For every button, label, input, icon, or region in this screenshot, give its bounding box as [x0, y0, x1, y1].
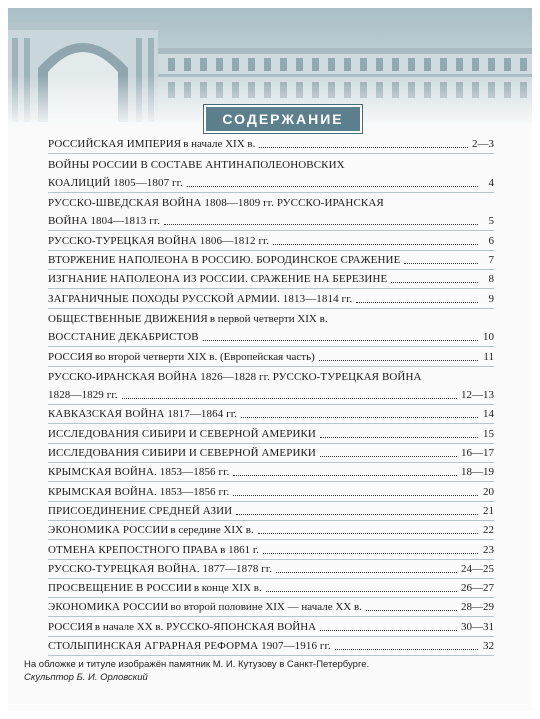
- toc-page-number: 11: [483, 350, 494, 363]
- toc-entry[interactable]: [48, 212, 494, 231]
- toc-entry[interactable]: [48, 367, 494, 386]
- toc-entry[interactable]: [48, 579, 494, 598]
- dot-leader: [122, 398, 457, 399]
- toc-entry-subtitle: в первой четверти XIX в.: [209, 312, 328, 325]
- toc-entry[interactable]: [48, 328, 494, 347]
- toc-entry[interactable]: [48, 231, 494, 250]
- toc-page-number: 22: [483, 524, 494, 537]
- dot-leader: [319, 360, 478, 361]
- dot-leader: [320, 437, 478, 438]
- toc-page-number: 5: [488, 215, 494, 228]
- toc-entry-title: РУССКО-ТУРЕЦКАЯ ВОЙНА 1806—1812 гг.: [48, 234, 270, 247]
- toc-entry-title: ЗАГРАНИЧНЫЕ ПОХОДЫ РУССКОЙ АРМИИ. 1813—1814 гг.: [48, 292, 353, 305]
- dot-leader: [335, 649, 478, 650]
- page: [8, 8, 532, 711]
- toc-entry-title: ЭКОНОМИКА РОССИИ: [48, 524, 169, 537]
- toc-entry-title: 1828—1829 гг.: [48, 389, 118, 402]
- toc-entry[interactable]: [48, 502, 494, 521]
- toc-entry-title: РОССИЯ: [48, 350, 93, 363]
- toc-entry[interactable]: [48, 521, 494, 540]
- toc-page-number: 9: [488, 292, 494, 305]
- toc-page-number: 21: [483, 504, 494, 517]
- toc-page-number: 8: [488, 273, 494, 286]
- toc-page-number: 10: [483, 331, 494, 344]
- toc-page-number: 23: [483, 543, 494, 556]
- toc-entry-title: ВОЙНА 1804—1813 гг.: [48, 215, 161, 228]
- toc-page-number: 26—27: [461, 582, 494, 595]
- toc-entry-title: ИЗГНАНИЕ НАПОЛЕОНА ИЗ РОССИИ. СРАЖЕНИЕ НА БЕРЕЗИНЕ: [48, 273, 388, 286]
- toc-entry-title: КАВКАЗСКАЯ ВОЙНА 1817—1864 гг.: [48, 408, 237, 421]
- dot-leader: [164, 224, 478, 225]
- toc-entry-title: РУССКО-ИРАНСКАЯ ВОЙНА 1826—1828 гг. РУССКО-ТУРЕЦКАЯ ВОЙНА: [48, 370, 422, 383]
- toc-entry-title: РУССКО-ШВЕДСКАЯ ВОЙНА 1808—1809 гг. РУССКО-ИРАНСКАЯ: [48, 197, 384, 210]
- toc-entry[interactable]: [48, 444, 494, 463]
- toc-entry-title: ВТОРЖЕНИЕ НАПОЛЕОНА В РОССИЮ. БОРОДИНСКОЕ СРАЖЕНИЕ: [48, 254, 401, 267]
- toc-entry-title: РУССКО-ТУРЕЦКАЯ ВОЙНА. 1877—1878 гг.: [48, 562, 273, 575]
- dot-leader: [259, 147, 468, 148]
- dot-leader: [266, 591, 457, 592]
- toc-entry-title: РОССИЯ: [48, 620, 93, 633]
- toc-entry[interactable]: [48, 463, 494, 482]
- toc-page-number: 7: [488, 254, 494, 267]
- toc-entry-title: ИССЛЕДОВАНИЯ СИБИРИ И СЕВЕРНОЙ АМЕРИКИ: [48, 447, 316, 460]
- toc-entry-title: ОТМЕНА КРЕПОСТНОГО ПРАВА: [48, 543, 219, 556]
- toc-entry-title: РОССИЙСКАЯ ИМПЕРИЯ: [48, 138, 182, 151]
- toc-entry[interactable]: [48, 617, 494, 636]
- toc-entry[interactable]: [48, 174, 494, 193]
- footnote: [24, 658, 524, 684]
- contents-title: СОДЕРЖАНИЕ: [204, 105, 362, 133]
- dot-leader: [356, 302, 478, 303]
- toc-entry-subtitle: в конце XIX в.: [193, 582, 262, 595]
- toc-entry[interactable]: [48, 135, 494, 154]
- toc-entry[interactable]: [48, 347, 494, 366]
- toc-page-number: 4: [488, 176, 494, 189]
- toc-entry[interactable]: [48, 540, 494, 559]
- dot-leader: [241, 417, 478, 418]
- toc-page-number: 2—3: [472, 138, 494, 151]
- toc-page-number: 16—17: [461, 447, 494, 460]
- dot-leader: [276, 572, 457, 573]
- toc-page-number: 18—19: [461, 466, 494, 479]
- toc-entry[interactable]: [48, 386, 494, 405]
- toc-page-number: 30—31: [461, 620, 494, 633]
- toc-entry[interactable]: [48, 560, 494, 579]
- toc-page-number: 32: [483, 640, 494, 653]
- toc-entry[interactable]: [48, 482, 494, 501]
- toc-page-number: 12—13: [461, 389, 494, 402]
- toc-entry[interactable]: [48, 289, 494, 308]
- toc-entry[interactable]: [48, 270, 494, 289]
- dot-leader: [366, 610, 457, 611]
- toc-entry[interactable]: [48, 405, 494, 424]
- footnote-line: На обложке и титуле изображён памятник М. И. Кутузову в Санкт-Петербурге.: [24, 659, 370, 670]
- toc-page-number: 15: [483, 427, 494, 440]
- sculptor-credit: Скульптор Б. И. Орловский: [24, 672, 148, 683]
- toc-page-number: 20: [483, 485, 494, 498]
- toc-entry-title: ОБЩЕСТВЕННЫЕ ДВИЖЕНИЯ: [48, 312, 208, 325]
- toc-page-number: 24—25: [461, 562, 494, 575]
- toc-entry-title: ПРИСОЕДИНЕНИЕ СРЕДНЕЙ АЗИИ: [48, 504, 233, 517]
- toc-entry[interactable]: [48, 598, 494, 617]
- toc-entry-title: ЭКОНОМИКА РОССИИ: [48, 601, 169, 614]
- dot-leader: [187, 186, 478, 187]
- dot-leader: [236, 514, 478, 515]
- toc-entry-subtitle: во второй половине XIX — начале XX в.: [170, 601, 362, 614]
- toc-entry[interactable]: [48, 637, 494, 656]
- toc-entry-subtitle: в начале XIX в.: [183, 138, 256, 151]
- dot-leader: [273, 244, 478, 245]
- toc-entry-subtitle: в середине XIX в.: [170, 524, 254, 537]
- table-of-contents: [48, 135, 494, 656]
- dot-leader: [258, 533, 478, 534]
- dot-leader: [233, 475, 457, 476]
- toc-entry[interactable]: [48, 193, 494, 212]
- toc-entry-subtitle: в начале XX в. РУССКО-ЯПОНСКАЯ ВОЙНА: [94, 620, 317, 633]
- toc-entry-title: ИССЛЕДОВАНИЯ СИБИРИ И СЕВЕРНОЙ АМЕРИКИ: [48, 427, 316, 440]
- dot-leader: [263, 553, 478, 554]
- toc-entry-subtitle: во второй четверти XIX в. (Европейская часть): [94, 350, 315, 363]
- toc-entry-title: КОАЛИЦИЙ 1805—1807 гг.: [48, 176, 183, 189]
- toc-entry-title: ВОЙНЫ РОССИИ В СОСТАВЕ АНТИНАПОЛЕОНОВСКИХ: [48, 158, 345, 171]
- toc-page-number: 14: [483, 408, 494, 421]
- toc-page-number: 6: [488, 234, 494, 247]
- toc-entry-title: ВОССТАНИЕ ДЕКАБРИСТОВ: [48, 331, 199, 344]
- dot-leader: [320, 456, 457, 457]
- toc-entry[interactable]: [48, 154, 494, 173]
- dot-leader: [404, 263, 478, 264]
- toc-entry-title: КРЫМСКАЯ ВОЙНА. 1853—1856 гг.: [48, 466, 230, 479]
- dot-leader: [233, 495, 478, 496]
- toc-page-number: 28—29: [461, 601, 494, 614]
- toc-entry-title: КРЫМСКАЯ ВОЙНА. 1853—1856 гг.: [48, 485, 230, 498]
- toc-entry[interactable]: [48, 251, 494, 270]
- toc-entry[interactable]: [48, 309, 494, 328]
- dot-leader: [391, 282, 478, 283]
- toc-entry[interactable]: [48, 424, 494, 443]
- toc-entry-subtitle: в 1861 г.: [220, 543, 259, 556]
- toc-entry-title: ПРОСВЕЩЕНИЕ В РОССИИ: [48, 582, 192, 595]
- toc-entry-title: СТОЛЫПИНСКАЯ АГРАРНАЯ РЕФОРМА 1907—1916 гг.: [48, 640, 331, 653]
- dot-leader: [203, 340, 478, 341]
- dot-leader: [320, 630, 457, 631]
